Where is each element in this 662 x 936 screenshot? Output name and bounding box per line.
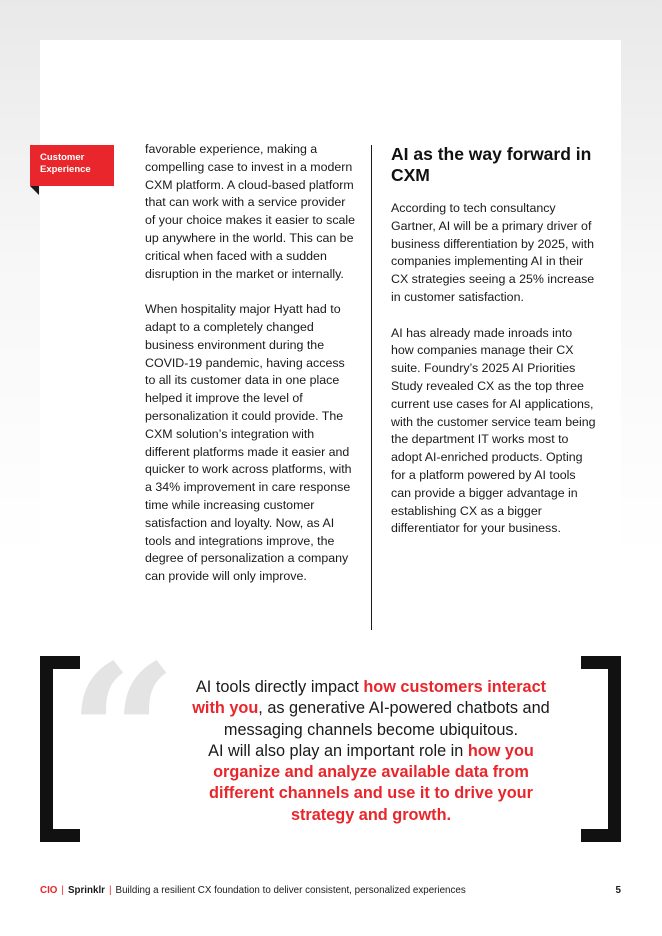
right-paragraph-1: According to tech consultancy Gartner, AI will be a primary driver of business differentiation by 2025, with companies implementing AI in their CX strategies seeing a 25% increase in customer satisfaction. — [391, 201, 595, 304]
footer-separator-2: | — [109, 885, 112, 896]
section-tag-line1: Customer — [40, 152, 85, 163]
footer-text: Building a resilient CX foundation to deliver consistent, personalized experiences — [115, 885, 466, 896]
quote-part3: AI will also play an important role in — [208, 741, 468, 760]
quote-bracket-right — [581, 656, 621, 842]
footer-cio-logo: CIO — [40, 885, 58, 896]
quote-highlight1: how customers interact with you — [192, 678, 547, 718]
quote-highlight2: how you organize and analyze available data from different channels and use it to drive your strategy and growth. — [209, 741, 534, 824]
section-tag-line2: Experience — [40, 164, 91, 175]
right-column — [391, 144, 597, 538]
quote-part2: , as generative AI-powered chatbots and messaging channels become ubiquitous. — [223, 699, 550, 739]
footer-brand: Sprinklr — [67, 885, 105, 896]
pull-quote — [180, 677, 562, 826]
section-tag — [30, 145, 114, 186]
column-divider — [371, 145, 372, 630]
right-paragraph-2: AI has already made inroads into how companies manage their CX suite. Foundry’s 2025 AI Priorities Study revealed CX as the top three current use cases for AI applications, with the customer service team being the department IT works most to adopt AI-enriched products. Opting for a platform powered by AI tools can provide a bigger advantage in establishing CX as a bigger differentiator for your business. — [391, 325, 596, 536]
quote-mark-icon: “ — [68, 623, 178, 846]
footer-separator-1: | — [61, 885, 64, 896]
quote-part1: AI tools directly impact — [195, 678, 364, 696]
right-heading: AI as the way forward in CXM — [391, 144, 592, 185]
left-paragraph-1: favorable experience, making a compelling case to invest in a modern CXM platform. A cloud-based platform that can work with a service provider of your choice makes it easier to scale up anywhere in the world. This can be critical when faced with a sudden disruption in the market or internally. — [145, 142, 356, 281]
page-number: 5 — [615, 885, 621, 896]
left-paragraph-2: When hospitality major Hyatt had to adapt to a completely changed business environment during the COVID-19 pandemic, having access to all its customer data in one place helped it improve the level of personalization it could provide. The CXM solution’s integration with different platforms made it easier and quicker to work across platforms, with a 34% improvement in care response time while increasing customer satisfaction and loyalty. Now, as AI tools and integrations improve, the degree of personalization a company can provide will only improve. — [145, 302, 352, 584]
left-column — [145, 141, 357, 586]
section-tag-fold — [30, 186, 39, 195]
page-footer — [40, 884, 621, 898]
